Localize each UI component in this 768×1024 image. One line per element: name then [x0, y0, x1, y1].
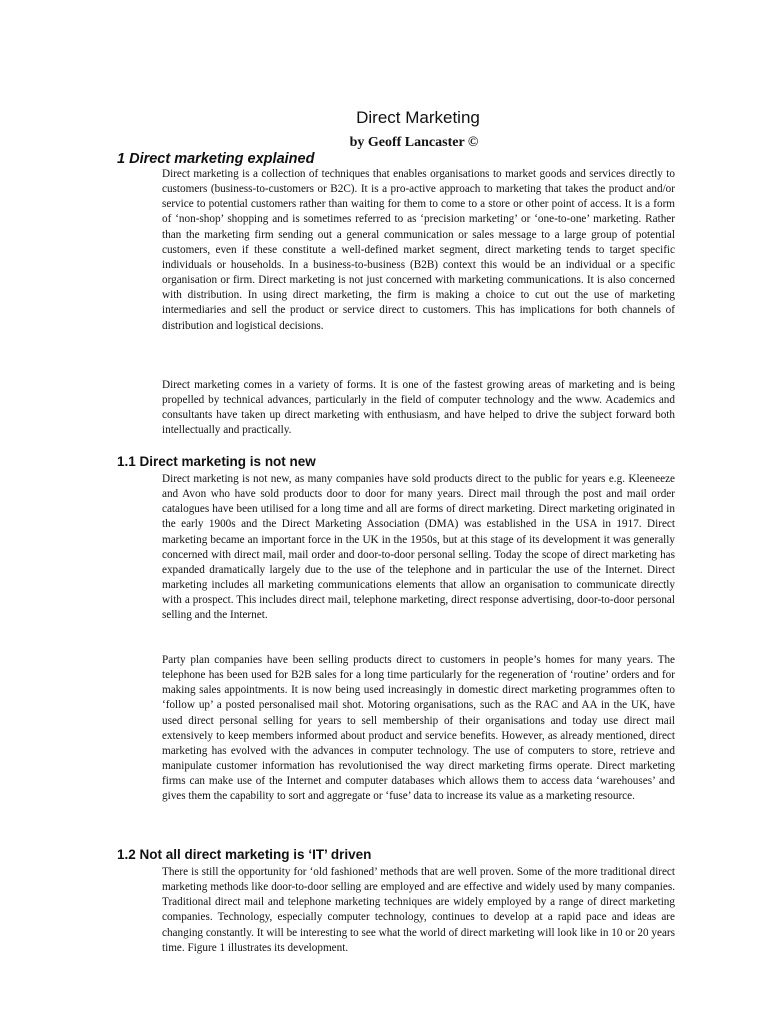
- paragraph: Direct marketing comes in a variety of forms. It is one of the fastest growing areas of marketing and is being propelled by technical advances, particularly in the field of computer technology and the www. Academics and consultants have taken up direct marketing with enthusiasm, and have helped to drive the subject forward both intellectually and practically.: [162, 379, 675, 437]
- paragraph: Direct marketing is not new, as many companies have sold products direct to the public for years e.g. Kleeneeze and Avon who have sold products door to door for many years. Direct mail through the post and mail order catalogues have been utilised for a long time and all are forms of direct marketing. Direct marketing originated in the early 1900s and the Direct Marketing Association (DMA) was established in the USA in 1917. Direct marketing became an important force in the UK in the 1950s, but at this stage of its development it was generally concerned with direct mail, mail order and door-to-door personal selling. Today the scope of direct marketing has expanded dramatically largely due to the use of the telephone and in particular the use of the Internet. Direct marketing includes all marketing communications elements that allow an organisation to communicate directly with a prospect. This includes direct mail, telephone marketing, direct response advertising, door-to-door personal selling and the Internet.: [162, 473, 675, 622]
- paragraph: There is still the opportunity for ‘old fashioned’ methods that are well proven. Some of the more traditional direct marketing methods like door-to-door selling are employed and are effective and widely used by many companies. Traditional direct mail and telephone marketing techniques are widely employed by a range of direct marketing companies. Technology, especially computer technology, continues to develop at a rapid pace and ideas are changing constantly. It will be interesting to see what the world of direct marketing will look like in 10 or 20 years time. Figure 1 illustrates its development.: [162, 866, 675, 954]
- section-heading-1: 1 Direct marketing explained: [117, 151, 315, 167]
- section-heading-1-1: 1.1 Direct marketing is not new: [117, 454, 316, 469]
- document-author: by Geoff Lancaster ©: [349, 135, 479, 150]
- document-title: Direct Marketing: [356, 108, 480, 127]
- section-heading-1-2: 1.2 Not all direct marketing is ‘IT’ driven: [117, 847, 372, 862]
- paragraph: Direct marketing is a collection of techniques that enables organisations to market goods and services directly to customers (business-to-customers or B2C). It is a pro-active approach to marketing that takes the product and/or service to potential customers rather than waiting for them to come to a store or other point of access. It is a form of ‘non-shop’ shopping and is sometimes referred to as ‘precision marketing’ or ‘one-to-one’ marketing. Rather than the marketing firm sending out a general communication or sales message to a large group of potential customers, even if these constitute a well-defined market segment, direct marketing tends to target specific individuals or households. In a business-to-business (B2B) context this would be an individual or a specific organisation or firm. Direct marketing is not just concerned with marketing communications. It is also concerned with distribution. In using direct marketing, the firm is making a choice to cut out the use of marketing intermediaries and sell the product or service direct to customers. This has implications for both channels of distribution and logistical decisions.: [162, 168, 675, 332]
- paragraph: Party plan companies have been selling products direct to customers in people’s homes for many years. The telephone has been used for B2B sales for a long time particularly for the regeneration of ‘routine’ orders and for making sales appointments. It is now being used increasingly in domestic direct marketing programmes often to ‘follow up’ a posted personalised mail shot. Motoring organisations, such as the RAC and AA in the UK, have used direct personal selling for years to sell membership of their organisations and today use direct mail extensively to keep members informed about product and service benefits. However, as already mentioned, direct marketing has evolved with the advances in computer technology. The use of computers to store, retrieve and manipulate customer information has revolutionised the way direct marketing firms operate. Direct marketing firms can make use of the Internet and computer databases which allows them to access data ‘warehouses’ and gives them the capability to sort and aggregate or ‘fuse’ data to increase its value as a marketing resource.: [162, 654, 675, 803]
